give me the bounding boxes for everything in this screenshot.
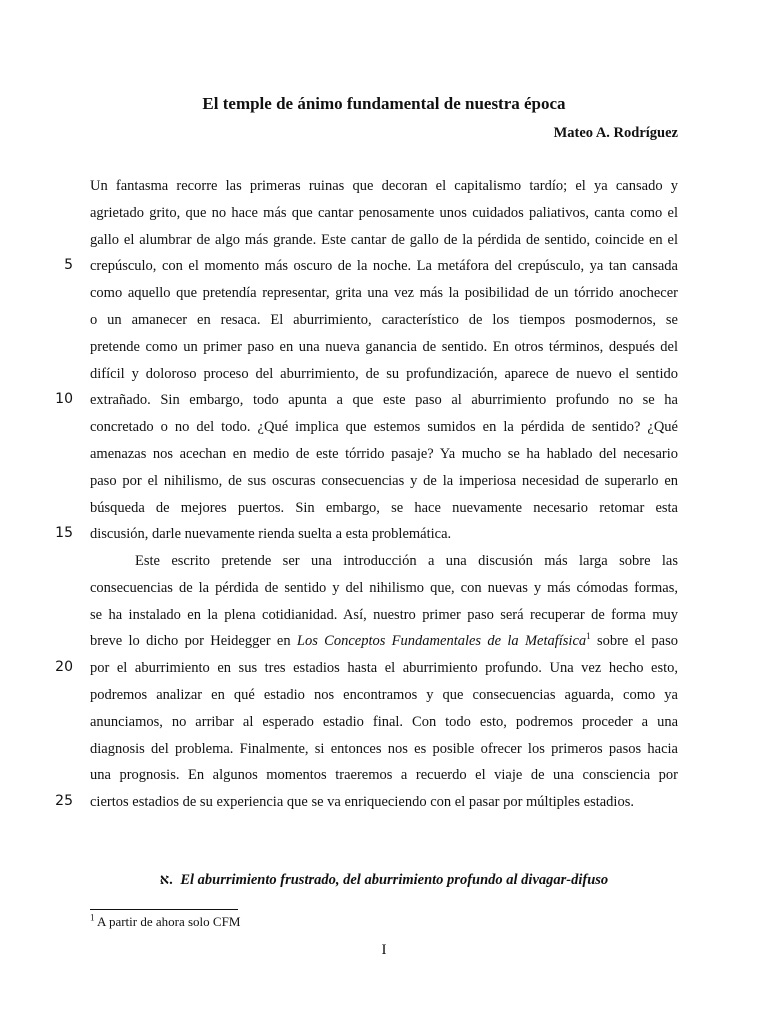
text-line: búsqueda de mejores puertos. Sin embargo, se hace nuevamente necesario retomar esta bbox=[90, 499, 678, 516]
footnote-separator bbox=[90, 909, 238, 910]
footnote bbox=[90, 914, 240, 930]
section-heading-text: El aburrimiento frustrado, del aburrimiento profundo al divagar-difuso bbox=[180, 872, 609, 888]
text-line: difícil y doloroso proceso del aburrimiento, de su profundización, aparece de nuevo el sentido bbox=[90, 365, 678, 382]
line-number: 5 bbox=[64, 257, 73, 273]
book-title: Los Conceptos Fundamentales de la Metafísica bbox=[296, 633, 587, 650]
text-line: podremos analizar en qué estadio nos encontramos y que consecuencias aguarda, como ya bbox=[90, 686, 678, 703]
text-segment: breve lo dicho por Heidegger en bbox=[90, 633, 297, 650]
text-line: paso por el nihilismo, de sus oscuras consecuencias y de la imperiosa necesidad de superarlo en bbox=[90, 472, 678, 489]
author-name: Mateo A. Rodríguez bbox=[553, 125, 678, 141]
text-line: diagnosis del problema. Finalmente, si entonces nos es posible ofrecer los primeros pasos hacia bbox=[90, 740, 678, 757]
text-line: crepúsculo, con el momento más oscuro de la noche. La metáfora del crepúsculo, ya tan cansada bbox=[90, 258, 678, 275]
page-number: I bbox=[381, 942, 387, 958]
text-line: Un fantasma recorre las primeras ruinas que decoran el capitalismo tardío; el ya cansado y bbox=[90, 178, 678, 194]
text-line: o un amanecer en resaca. El aburrimiento, característico de los tiempos posmodernos, se bbox=[90, 311, 678, 328]
text-line: ciertos estadios de su experiencia que se va enriqueciendo con el pasar por múltiples estadios. bbox=[90, 794, 634, 811]
footnote-text: A partir de ahora solo CFM bbox=[94, 914, 241, 929]
text-line: agrietado grito, que no hace más que cantar penosamente unos cuidados paliativos, canta como el bbox=[90, 204, 678, 221]
text-line: Este escrito pretende ser una introducción a una discusión más larga sobre las bbox=[135, 553, 678, 569]
line-number: 15 bbox=[55, 525, 73, 541]
paragraph-2 bbox=[90, 548, 678, 816]
text-line: como aquello que pretendía representar, grita una vez más la posibilidad de un tórrido anochecer bbox=[90, 285, 678, 302]
text-line: concretado o no del todo. ¿Qué implica que estemos sumidos en la pérdida de sentido? ¿Qué bbox=[90, 419, 678, 436]
text-line: una prognosis. En algunos momentos traeremos a recuerdo el viaje de una consciencia por bbox=[90, 767, 678, 784]
text-segment: sobre el paso bbox=[590, 633, 679, 650]
text-line: extrañado. Sin embargo, todo apunta a que este paso al aburrimiento profundo no se ha bbox=[90, 392, 678, 409]
footnote-reference[interactable]: 1 bbox=[586, 631, 591, 642]
text-line: discusión, darle nuevamente rienda suelta a esta problemática. bbox=[90, 526, 452, 543]
paragraph-1 bbox=[90, 173, 678, 548]
text-line: pretende como un primer paso en una nueva ganancia de sentido. En otros términos, después del bbox=[90, 338, 678, 355]
line-number: 10 bbox=[55, 391, 73, 407]
document-title: El temple de ánimo fundamental de nuestra época bbox=[202, 94, 566, 113]
line-number: 20 bbox=[55, 659, 73, 675]
text-line: por el aburrimiento en sus tres estadios hasta el aburrimiento profundo. Una vez hecho esto, bbox=[90, 660, 678, 677]
text-line: se ha instalado en la plena cotidianidad. Así, nuestro primer paso será recuperar de forma muy bbox=[90, 606, 678, 623]
text-line: amenazas nos acechan en medio de este tórrido pasaje? Ya mucho se ha hablado del necesario bbox=[90, 445, 678, 462]
text-line: gallo el alumbrar de algo más grande. Este cantar de gallo de la pérdida de sentido, coincide en el bbox=[90, 231, 678, 248]
footnote-marker: 1 bbox=[90, 912, 95, 923]
text-line-with-citation bbox=[90, 628, 678, 655]
line-number: 25 bbox=[55, 793, 73, 809]
text-line: anunciamos, no arribar al esperado estadio final. Con todo esto, podremos proceder a una bbox=[90, 713, 678, 730]
section-heading bbox=[90, 872, 678, 889]
section-letter: א. bbox=[159, 872, 173, 888]
text-line: consecuencias de la pérdida de sentido y del nihilismo que, con nuevas y más cómodas formas, bbox=[90, 579, 678, 596]
